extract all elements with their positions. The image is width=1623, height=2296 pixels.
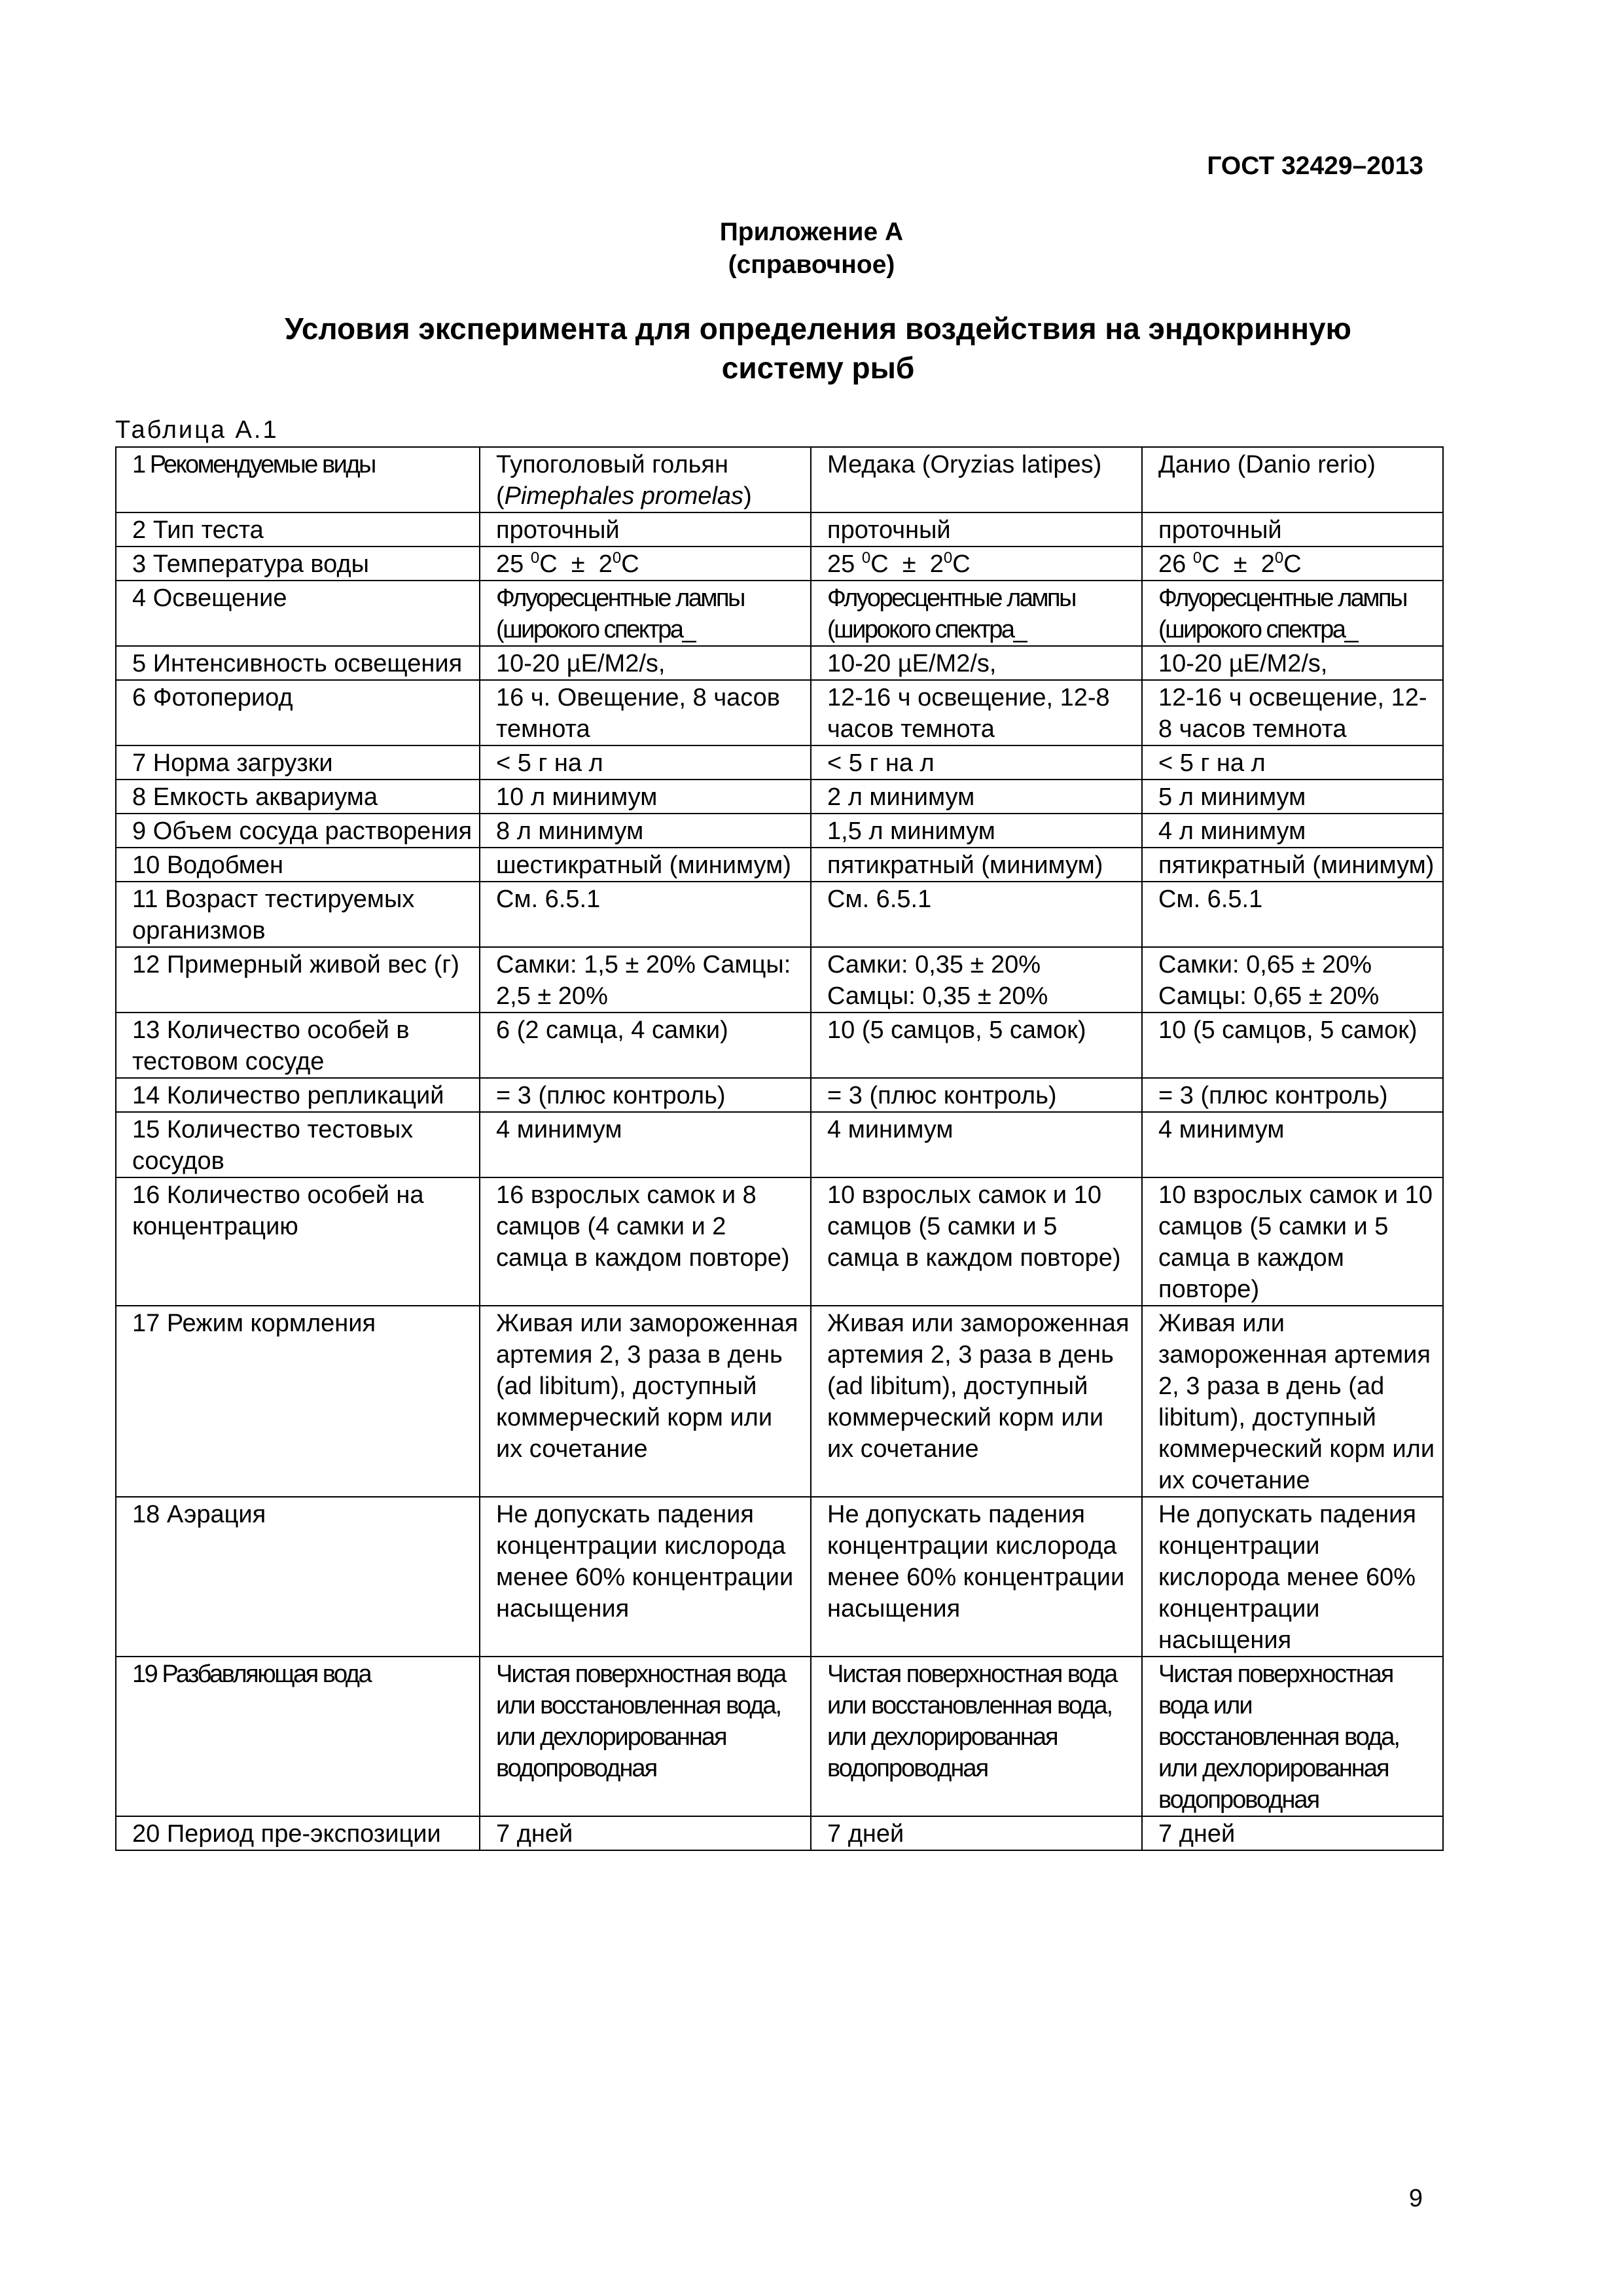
page-title-line1: Условия эксперимента для определения воздействия на эндокринную	[285, 312, 1351, 346]
temp-value: 25	[496, 550, 524, 578]
temp-unit: C	[1283, 550, 1302, 578]
species2-cell: Самки: 0,35 ± 20% Самцы: 0,35 ± 20%	[811, 947, 1142, 1013]
species3-cell: 10 взрослых самок и 10 самцов (5 самки и 5 самца в каждом повторе)	[1142, 1177, 1443, 1306]
species3-cell: Флуоресцентные лампы (широкого спектра_	[1142, 581, 1443, 646]
param-cell: 18 Аэрация	[116, 1497, 480, 1657]
species2-cell: См. 6.5.1	[811, 882, 1142, 947]
species3-cell: 12-16 ч освещение, 12-8 часов темнота	[1142, 680, 1443, 745]
param-cell: 16 Количество особей на концентрацию	[116, 1177, 480, 1306]
species2-cell: Флуоресцентные лампы (широкого спектра_	[811, 581, 1142, 646]
table-row	[116, 1657, 1443, 1816]
degree-mark: 0	[861, 549, 871, 567]
param-cell: 3 Температура воды	[116, 547, 480, 581]
param-cell: 20 Период пре-экспозиции	[116, 1816, 480, 1850]
param-cell: 9 Объем сосуда растворения	[116, 814, 480, 848]
species1-cell: Чистая поверхностная вода или восстановленная вода, или дехлорированная водопроводная	[480, 1657, 811, 1816]
table-row	[116, 1177, 1443, 1306]
table-row	[116, 447, 1443, 512]
species2-cell: Живая или замороженная артемия 2, 3 раза в день (ad libitum), доступный коммерческий корм или их сочетание	[811, 1306, 1142, 1497]
species2-cell: 7 дней	[811, 1816, 1142, 1850]
cell-text-italic: Pimephales promelas	[504, 482, 744, 510]
param-cell: 11 Возраст тестируемых организмов	[116, 882, 480, 947]
species1-cell: 10 л минимум	[480, 780, 811, 814]
temp-unit: C	[870, 550, 889, 578]
temp-unit: C	[621, 550, 639, 578]
species3-cell: 4 минимум	[1142, 1112, 1443, 1177]
table-row	[116, 1306, 1443, 1497]
species1-cell: 25 $^0C \pm 2^0C$	[480, 547, 811, 581]
table-row	[116, 848, 1443, 882]
species1-cell: шестикратный (минимум)	[480, 848, 811, 882]
table-row	[116, 512, 1443, 547]
species1-cell: < 5 г на л	[480, 745, 811, 780]
page-number: 9	[1408, 2185, 1423, 2212]
page-title	[196, 309, 1440, 387]
page-title-line2: систему рыб	[721, 351, 915, 385]
param-cell	[116, 447, 480, 512]
species2-cell: < 5 г на л	[811, 745, 1142, 780]
table-row	[116, 1013, 1443, 1078]
param-cell: 2 Тип теста	[116, 512, 480, 547]
species1-cell: 4 минимум	[480, 1112, 811, 1177]
table-row	[116, 1112, 1443, 1177]
species3-cell: Живая или замороженная артемия 2, 3 раза в день (ad libitum), доступный коммерческий корм или их сочетание	[1142, 1306, 1443, 1497]
table-caption: Таблица А.1	[115, 416, 279, 444]
species1-cell: = 3 (плюс контроль)	[480, 1078, 811, 1112]
table-row	[116, 1078, 1443, 1112]
temp-unit: C	[539, 550, 558, 578]
species3-cell: < 5 г на л	[1142, 745, 1443, 780]
species3-cell: См. 6.5.1	[1142, 882, 1443, 947]
degree-mark: 0	[530, 549, 540, 567]
temp-tolerance: 2	[929, 550, 944, 578]
species2-cell: 4 минимум	[811, 1112, 1142, 1177]
annex-title: Приложение А	[719, 218, 904, 246]
temp-value: 26	[1158, 550, 1186, 578]
species3-cell: 7 дней	[1142, 1816, 1443, 1850]
species3-cell: проточный	[1142, 512, 1443, 547]
degree-mark: 0	[1274, 549, 1284, 567]
species1-cell: 16 взрослых самок и 8 самцов (4 самки и 2 самца в каждом повторе)	[480, 1177, 811, 1306]
species1-cell: проточный	[480, 512, 811, 547]
species2-cell: 25 $^0C \pm 2^0C$	[811, 547, 1142, 581]
species1-cell: Самки: 1,5 ± 20% Самцы: 2,5 ± 20%	[480, 947, 811, 1013]
temp-tolerance: 2	[1260, 550, 1275, 578]
param-cell: 15 Количество тестовых сосудов	[116, 1112, 480, 1177]
species2-cell: проточный	[811, 512, 1142, 547]
table-row	[116, 1816, 1443, 1850]
param-cell: 8 Емкость аквариума	[116, 780, 480, 814]
annex-heading	[0, 216, 1623, 281]
degree-mark: 0	[612, 549, 622, 567]
species1-cell: Живая или замороженная артемия 2, 3 раза в день (ad libitum), доступный коммерческий корм или их сочетание	[480, 1306, 811, 1497]
species3-cell: Самки: 0,65 ± 20% Самцы: 0,65 ± 20%	[1142, 947, 1443, 1013]
table-row	[116, 1497, 1443, 1657]
species3-cell: Данио (Danio rerio)	[1142, 447, 1443, 512]
species2-cell: 10 взрослых самок и 10 самцов (5 самки и 5 самца в каждом повторе)	[811, 1177, 1142, 1306]
table-row	[116, 680, 1443, 745]
species1-cell: 7 дней	[480, 1816, 811, 1850]
param-cell: 17 Режим кормления	[116, 1306, 480, 1497]
table-row	[116, 547, 1443, 581]
species1-cell: См. 6.5.1	[480, 882, 811, 947]
table-row	[116, 745, 1443, 780]
species2-cell: 1,5 л минимум	[811, 814, 1142, 848]
species3-cell: 4 л минимум	[1142, 814, 1443, 848]
species3-cell: 26 $^0C \pm 2^0C$	[1142, 547, 1443, 581]
table-row	[116, 814, 1443, 848]
species2-cell: Медака (Oryzias latipes)	[811, 447, 1142, 512]
species2-cell: 12-16 ч освещение, 12-8 часов темнота	[811, 680, 1142, 745]
species3-cell: Не допускать падения концентрации кислорода менее 60% концентрации насыщения	[1142, 1497, 1443, 1657]
temp-value: 25	[827, 550, 855, 578]
species2-cell: 10 (5 самцов, 5 самок)	[811, 1013, 1142, 1078]
table-row	[116, 646, 1443, 680]
param-cell: 14 Количество репликаций	[116, 1078, 480, 1112]
species2-cell: 10-20 µE/M2/s,	[811, 646, 1142, 680]
species2-cell: Не допускать падения концентрации кислорода менее 60% концентрации насыщения	[811, 1497, 1142, 1657]
temp-unit: C	[1202, 550, 1220, 578]
param-label: 1 Рекомендуемые виды	[132, 451, 375, 478]
species1-cell: Флуоресцентные лампы (широкого спектра_	[480, 581, 811, 646]
param-cell: 4 Освещение	[116, 581, 480, 646]
table-row	[116, 581, 1443, 646]
param-cell: 6 Фотопериод	[116, 680, 480, 745]
temp-unit: C	[952, 550, 971, 578]
standard-code: ГОСТ 32429–2013	[1207, 152, 1423, 180]
param-cell: 5 Интенсивность освещения	[116, 646, 480, 680]
param-cell: 7 Норма загрузки	[116, 745, 480, 780]
species3-cell: 10-20 µE/M2/s,	[1142, 646, 1443, 680]
param-cell: 13 Количество особей в тестовом сосуде	[116, 1013, 480, 1078]
table-row	[116, 780, 1443, 814]
table-row	[116, 882, 1443, 947]
species1-cell: 10-20 µE/M2/s,	[480, 646, 811, 680]
table-row	[116, 947, 1443, 1013]
param-cell: 19 Разбавляющая вода	[116, 1657, 480, 1816]
temp-tolerance: 2	[598, 550, 613, 578]
species2-cell: Чистая поверхностная вода или восстановленная вода, или дехлорированная водопроводная	[811, 1657, 1142, 1816]
degree-mark: 0	[943, 549, 953, 567]
cell-text: Тупоголовый гольян	[496, 451, 728, 478]
species3-cell: = 3 (плюс контроль)	[1142, 1078, 1443, 1112]
species1-cell: Не допускать падения концентрации кислорода менее 60% концентрации насыщения	[480, 1497, 811, 1657]
species1-cell: Тупоголовый гольян (Pimephales promelas)	[480, 447, 811, 512]
param-cell: 10 Водобмен	[116, 848, 480, 882]
species1-cell: 8 л минимум	[480, 814, 811, 848]
species3-cell: Чистая поверхностная вода или восстановленная вода, или дехлорированная водопроводная	[1142, 1657, 1443, 1816]
param-cell: 12 Примерный живой вес (г)	[116, 947, 480, 1013]
species1-cell: 16 ч. Овещение, 8 часов темнота	[480, 680, 811, 745]
species2-cell: пятикратный (минимум)	[811, 848, 1142, 882]
species3-cell: пятикратный (минимум)	[1142, 848, 1443, 882]
species2-cell: 2 л минимум	[811, 780, 1142, 814]
species1-cell: 6 (2 самца, 4 самки)	[480, 1013, 811, 1078]
species2-cell: = 3 (плюс контроль)	[811, 1078, 1142, 1112]
degree-mark: 0	[1192, 549, 1202, 567]
annex-note: (справочное)	[728, 251, 895, 279]
species3-cell: 10 (5 самцов, 5 самок)	[1142, 1013, 1443, 1078]
species3-cell: 5 л минимум	[1142, 780, 1443, 814]
conditions-table	[115, 446, 1444, 1851]
